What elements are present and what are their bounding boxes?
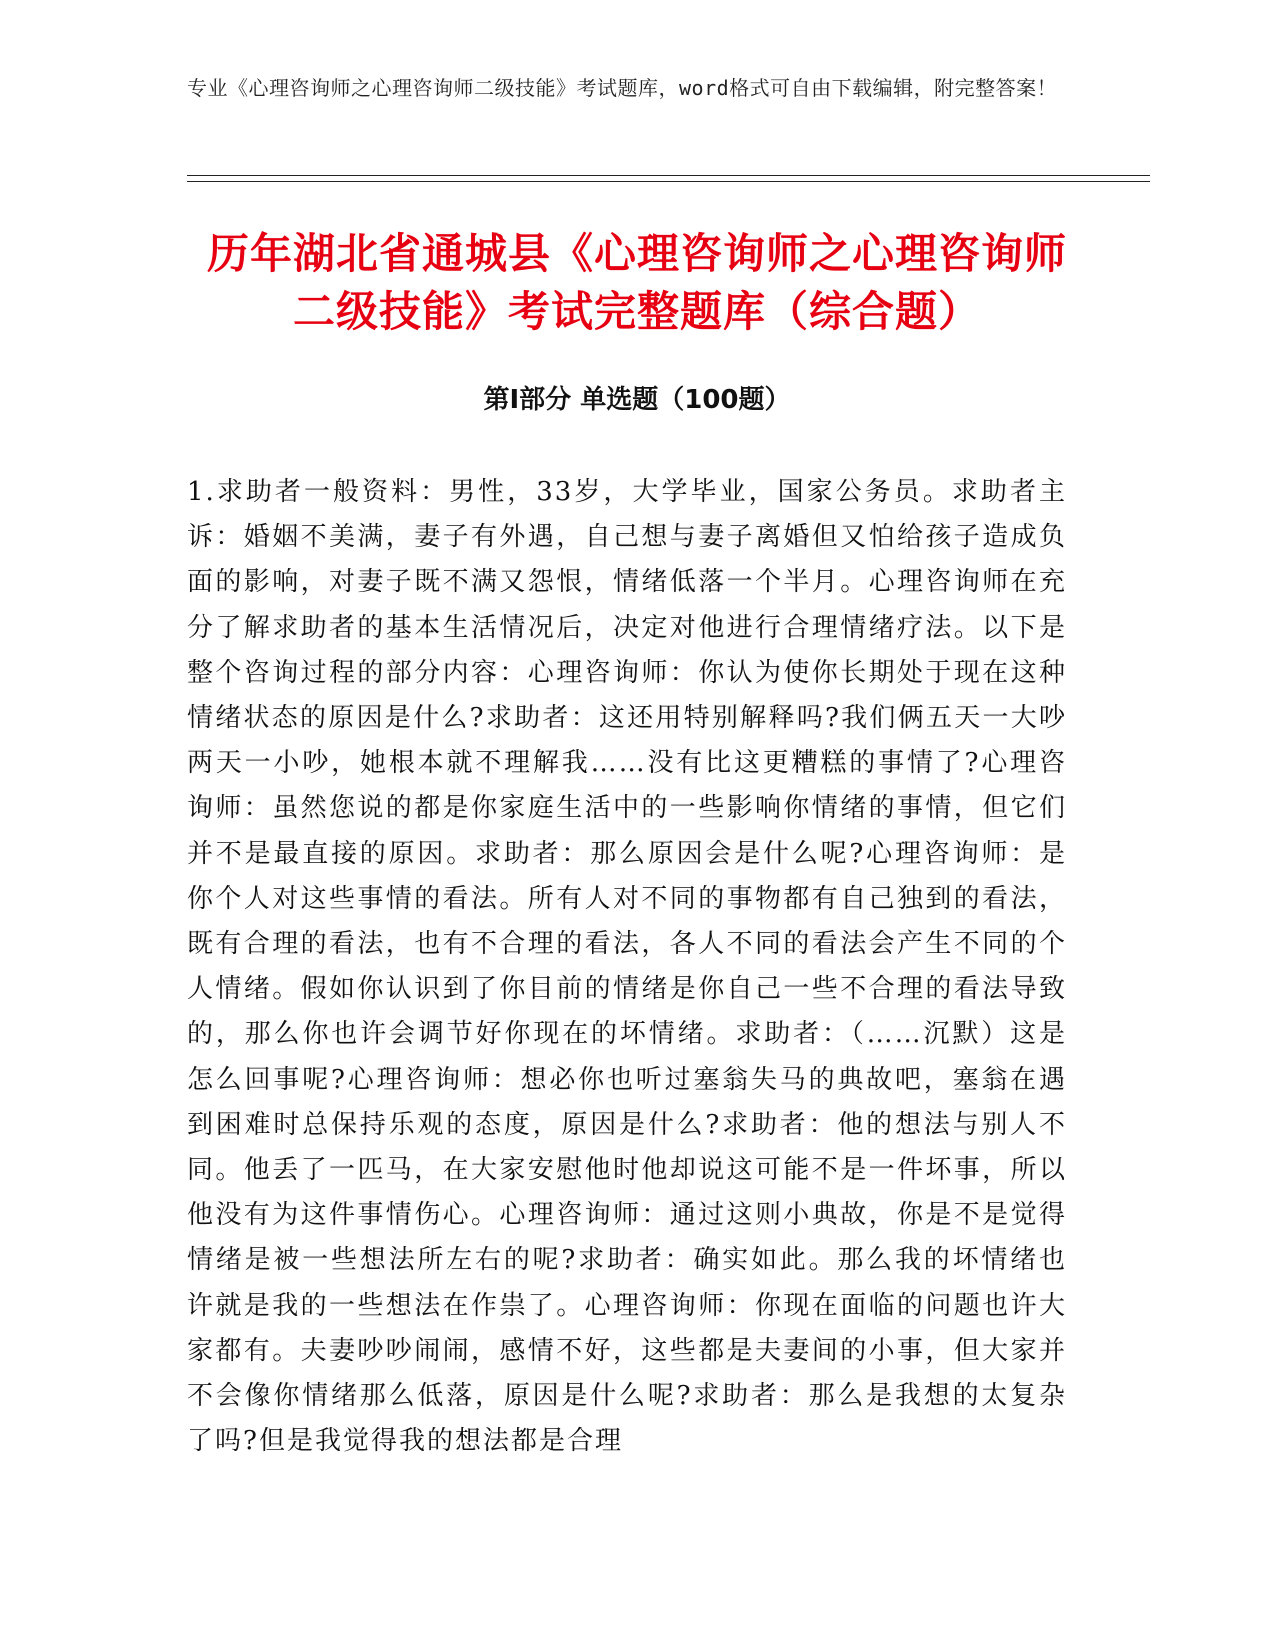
section-title: 第Ⅰ部分 单选题（100题） bbox=[483, 385, 791, 415]
document-title: 历年湖北省通城县《心理咨询师之心理咨询师二级技能》考试完整题库（综合题） bbox=[206, 229, 1067, 336]
header-note: 专业《心理咨询师之心理咨询师二级技能》考试题库，word格式可自由下载编辑，附完整答案！ bbox=[187, 76, 1058, 100]
header-divider-top bbox=[187, 175, 1150, 176]
header-divider-bottom bbox=[187, 181, 1150, 182]
question-text: 1.求助者一般资料：男性，33岁，大学毕业，国家公务员。求助者主诉：婚姻不美满，妻子有外遇，自己想与妻子离婚但又怕给孩子造成负面的影响，对妻子既不满又怨恨，情绪低落一个半月。心理咨询师在充分了解求助者的基本生活情况后，决定对他进行合理情绪疗法。以下是整个咨询过程的部分内容：心理咨询师：你认为使你长期处于现在这种情绪状态的原因是什么?求助者：这还用特别解释吗?我们俩五天一大吵两天一小吵，她根本就不理解我……没有比这更糟糕的事情了?心理咨询师：虽然您说的都是你家庭生活中的一些影响你情绪的事情，但它们并不是最直接的原因。求助者：那么原因会是什么呢?心理咨询师：是你个人对这些事情的看法。所有人对不同的事物都有自己独到的看法，既有合理的看法，也有不合理的看法，各人不同的看法会产生不同的个人情绪。假如你认识到了你目前的情绪是你自己一些不合理的看法导致的，那么你也许会调节好你现在的坏情绪。求助者：（……沉默）这是怎么回事呢?心理咨询师：想必你也听过塞翁失马的典故吧，塞翁在遇到困难时总保持乐观的态度，原因是什么?求助者：他的想法与别人不同。他丢了一匹马，在大家安慰他时他却说这可能不是一件坏事，所以他没有为这件事情伤心。心理咨询师：通过这则小典故，你是不是觉得情绪是被一些想法所左右的呢?求助者：确实如此。那么我的坏情绪也许就是我的一些想法在作祟了。心理咨询师：你现在面临的问题也许大家都有。夫妻吵吵闹闹，感情不好，这些都是夫妻间的小事，但大家并不会像你情绪那么低落，原因是什么呢?求助者：那么是我想的太复杂了吗?但是我觉得我的想法都是合理 bbox=[187, 477, 1067, 1457]
